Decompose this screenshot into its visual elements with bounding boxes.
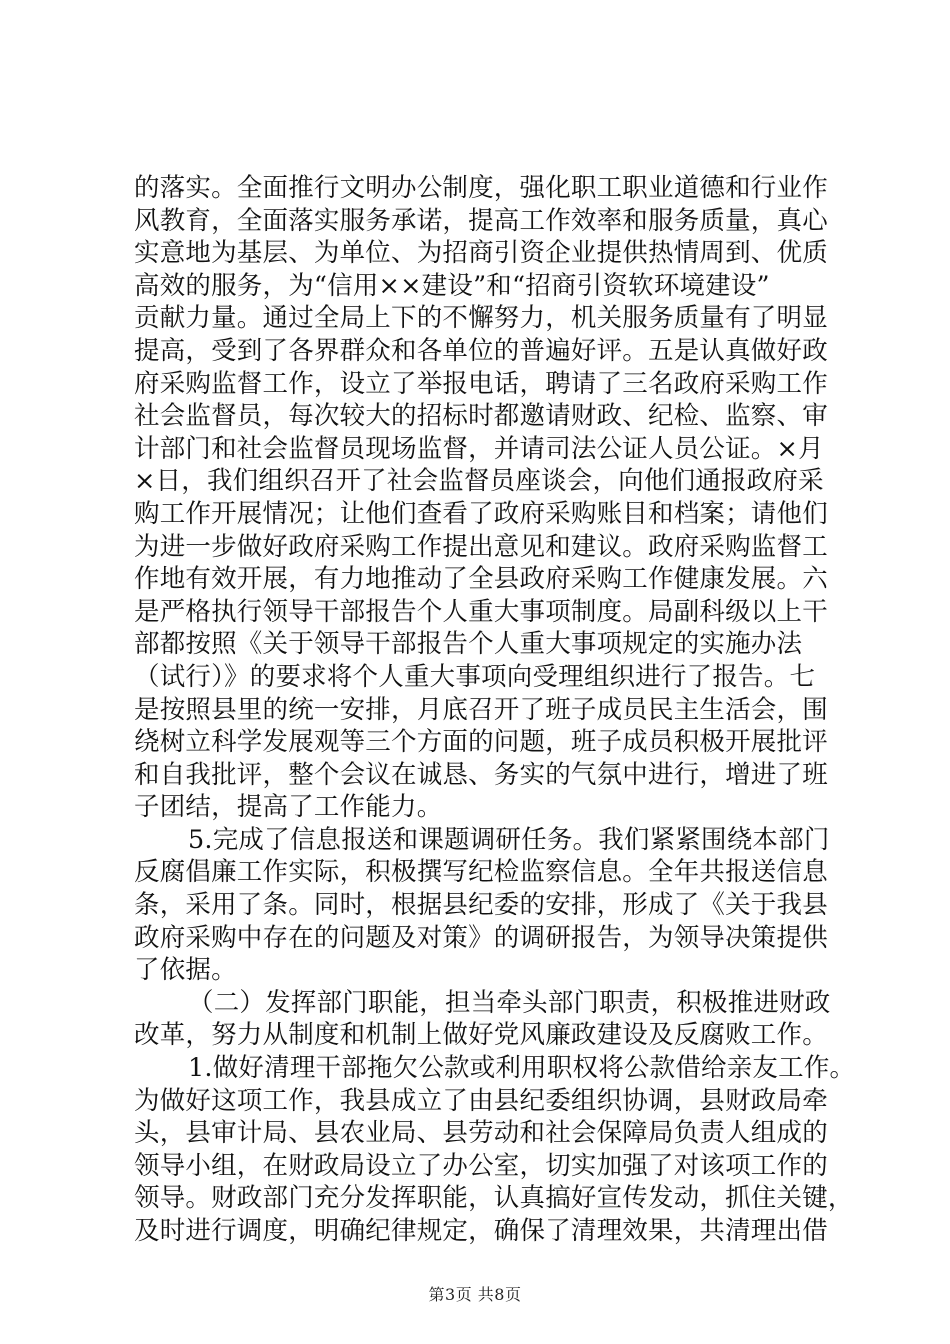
text-line: 作地有效开展，有力地推动了全县政府采购工作健康发展。六 [134, 564, 828, 595]
text-line: 府采购监督工作，设立了举报电话，聘请了三名政府采购工作 [134, 368, 828, 399]
paragraph-start-line: 5.完成了信息报送和课题调研任务。我们紧紧围绕本部门 [188, 824, 830, 855]
text-line: 政府采购中存在的问题及对策》的调研报告，为领导决策提供 [134, 922, 828, 953]
text-line: 为做好这项工作，我县成立了由县纪委组织协调，县财政局牵 [134, 1085, 828, 1116]
text-line: 头，县审计局、县农业局、县劳动和社会保障局负责人组成的 [134, 1118, 828, 1149]
text-line: 领导小组，在财政局设立了办公室，切实加强了对该项工作的 [134, 1150, 828, 1181]
section-heading-line: 改革，努力从制度和机制上做好党风廉政建设及反腐败工作。 [134, 1020, 828, 1051]
text-line: 反腐倡廉工作实际，积极撰写纪检监察信息。全年共报送信息 [134, 857, 828, 888]
section-heading-line: （二）发挥部门职能，担当牵头部门职责，积极推进财政 [188, 987, 831, 1018]
text-line: 条，采用了条。同时，根据县纪委的安排，形成了《关于我县 [134, 890, 828, 921]
text-line: （试行）》的要求将个人重大事项向受理组织进行了报告。七 [134, 661, 816, 692]
text-line: 提高，受到了各界群众和各单位的普遍好评。五是认真做好政 [134, 335, 828, 366]
text-line: 为进一步做好政府采购工作提出意见和建议。政府采购监督工 [134, 531, 828, 562]
page-footer: 第3页 共8页 [428, 1285, 522, 1304]
text-line: 高效的服务，为“信用××建设”和“招商引资软环境建设” [134, 270, 770, 301]
text-line: 贡献力量。通过全局上下的不懈努力，机关服务质量有了明显 [134, 303, 828, 334]
text-line: 实意地为基层、为单位、为招商引资企业提供热情周到、优质 [134, 238, 828, 269]
text-line: 和自我批评，整个会议在诚恳、务实的气氛中进行，增进了班 [134, 759, 828, 790]
text-line: ×日，我们组织召开了社会监督员座谈会，向他们通报政府采 [134, 466, 824, 497]
text-line: 了依据。 [134, 955, 237, 986]
text-line: 领导。财政部门充分发挥职能，认真搞好宣传发动，抓住关键， [134, 1183, 854, 1214]
text-line: 的落实。全面推行文明办公制度，强化职工职业道德和行业作 [134, 173, 828, 203]
text-line: 购工作开展情况；让他们查看了政府采购账目和档案；请他们 [134, 498, 828, 529]
text-line: 及时进行调度，明确纪律规定，确保了清理效果，共清理出借 [134, 1216, 828, 1246]
body-text [134, 172, 854, 1248]
text-line: 是严格执行领导干部报告个人重大事项制度。局副科级以上干 [134, 596, 828, 627]
text-line: 部都按照《关于领导干部报告个人重大事项规定的实施办法 [134, 629, 803, 660]
text-line: 子团结，提高了工作能力。 [134, 792, 443, 823]
text-line: 风教育，全面落实服务承诺，提高工作效率和服务质量，真心 [134, 205, 828, 236]
text-line: 是按照县里的统一安排，月底召开了班子成员民主生活会，围 [134, 694, 828, 725]
text-line: 社会监督员，每次较大的招标时都邀请财政、纪检、监察、审 [134, 401, 828, 432]
paragraph-start-line: 1.做好清理干部拖欠公款或利用职权将公款借给亲友工作。 [188, 1053, 856, 1084]
text-line: 计部门和社会监督员现场监督，并请司法公证人员公证。×月 [134, 433, 824, 464]
text-line: 绕树立科学发展观等三个方面的问题，班子成员积极开展批评 [134, 727, 828, 758]
